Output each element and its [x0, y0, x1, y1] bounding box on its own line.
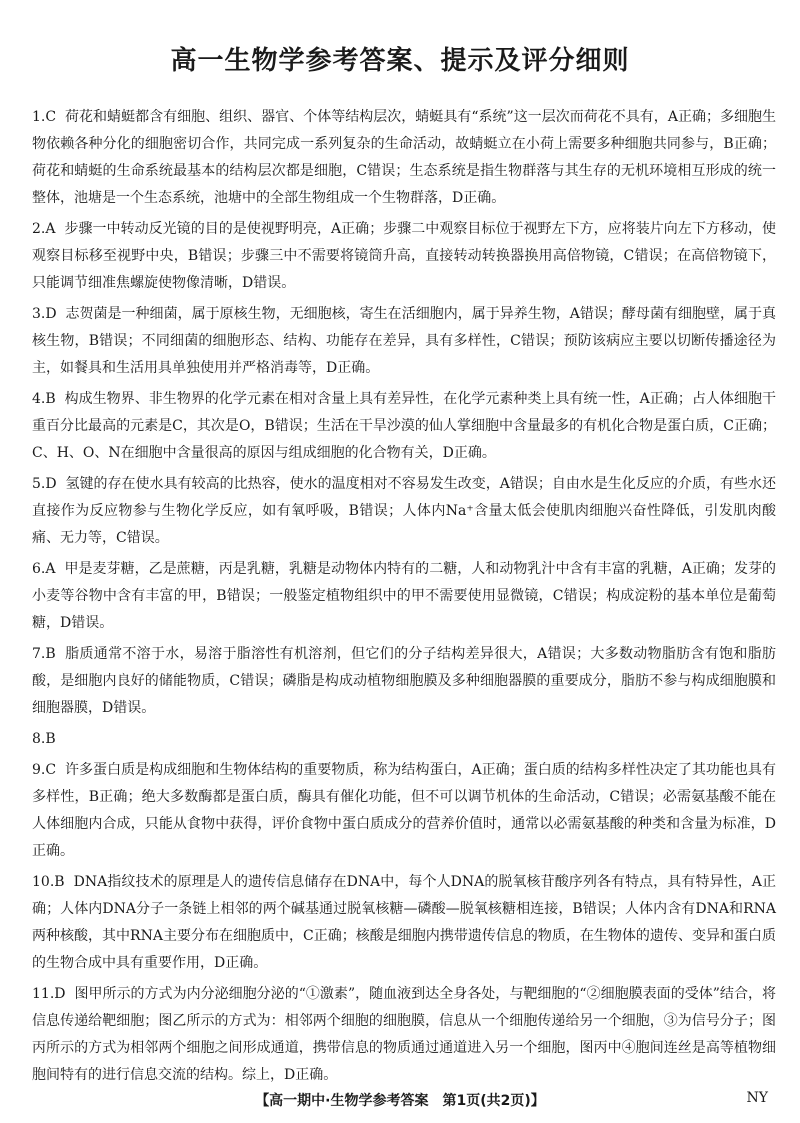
answer-item-5 — [32, 471, 776, 552]
answer-text: 步骤一中转动反光镜的目的是使视野明亮，A正确；步骤二中观察目标位于视野左下方，应将装片向左下方移动，使观察目标移至视野中央，B错误；步骤三中不需要将镜筒升高，直接转动转换器换用高倍物镜，C错误；在高倍物镜下，只能调节细准焦螺旋使物像清晰，D错误。 — [32, 221, 777, 291]
footer-code: NY — [746, 1090, 768, 1106]
page-title: 高一生物学参考答案、提示及评分细则 — [170, 46, 630, 76]
answer-number: 10.B — [32, 874, 65, 890]
answer-number: 2.A — [32, 221, 56, 237]
page-footer: 【高一期中·生物学参考答案 第1页(共2页)】 — [255, 1093, 545, 1109]
answer-item-9 — [32, 757, 776, 865]
answer-number: 6.A — [32, 561, 56, 577]
answer-text: 荷花和蜻蜓都含有细胞、组织、器官、个体等结构层次，蜻蜓具有“系统”这一层次而荷花不具有，A正确；多细胞生物依赖各种分化的细胞密切合作，共同完成一系列复杂的生命活动，故蜻蜓立在小荷上需要多种细胞共同参与，B正确；荷花和蜻蜓的生命系统最基本的结构层次都是细胞，C错误；生态系统是指生物群落与其生存的无机环境相互形成的统一整体，池塘是一个生态系统，池塘中的全部生物组成一个生物群落，D正确。 — [32, 109, 777, 206]
answer-text: 图甲所示的方式为内分泌细胞分泌的“①激素”，随血液到达全身各处，与靶细胞的“②细胞膜表面的受体”结合，将信息传递给靶细胞；图乙所示的方式为：相邻两个细胞的细胞膜，信息从一个细胞传递给另一个细胞，③为信号分子；图丙所示的方式为相邻两个细胞之间形成通道，携带信息的物质通过通道进入另一个细胞，图丙中④胞间连丝是高等植物细胞间特有的进行信息交流的结构。综上，D正确。 — [32, 986, 776, 1083]
answer-item-10 — [32, 869, 776, 977]
answer-item-4 — [32, 386, 776, 467]
answer-item-3 — [32, 301, 776, 382]
answer-text: 志贺菌是一种细菌，属于原核生物，无细胞核，寄生在活细胞内，属于异养生物，A错误；酵母菌有细胞壁，属于真核生物，B错误；不同细菌的细胞形态、结构、功能存在差异，具有多样性，C错误；预防该病应主要以切断传播途径为主，如餐具和生活用具单独使用并严格消毒等，D正确。 — [32, 306, 776, 376]
answer-number: 4.B — [32, 391, 56, 407]
answer-text: 构成生物界、非生物界的化学元素在相对含量上具有差异性，在化学元素种类上具有统一性，A正确；占人体细胞干重百分比最高的元素是C，其次是O，B错误；生活在干旱沙漠的仙人掌细胞中含量最多的有机化合物是蛋白质，C正确；C、H、O、N在细胞中含量很高的原因与组成细胞的化合物有关，D正确。 — [32, 391, 776, 461]
answer-text: 氢键的存在使水具有较高的比热容，使水的温度相对不容易发生改变，A错误；自由水是生化反应的介质，有些水还直接作为反应物参与生物化学反应，如有氧呼吸，B错误；人体内Na⁺含量太低会使肌肉细胞兴奋性降低，引发肌肉酸痛、无力等，C错误。 — [32, 476, 776, 546]
answer-item-8 — [32, 726, 776, 753]
answer-number: 8.B — [32, 731, 56, 747]
answer-number: 3.D — [32, 306, 57, 322]
answer-number: 1.C — [32, 109, 57, 125]
answer-list — [32, 104, 776, 1093]
answer-text: 脂质通常不溶于水，易溶于脂溶性有机溶剂，但它们的分子结构差异很大，A错误；大多数动物脂肪含有饱和脂肪酸，是细胞内良好的储能物质，C错误；磷脂是构成动植物细胞膜及多种细胞器膜的重要成分，脂肪不参与构成细胞膜和细胞器膜，D错误。 — [32, 646, 777, 716]
answer-number: 9.C — [32, 762, 57, 778]
answer-item-7 — [32, 641, 776, 722]
answer-text: DNA指纹技术的原理是人的遗传信息储存在DNA中，每个人DNA的脱氧核苷酸序列各有特点，具有特异性，A正确；人体内DNA分子一条链上相邻的两个碱基通过脱氧核糖—磷酸—脱氧核糖相连接，B错误；人体内含有DNA和RNA两种核酸，其中RNA主要分布在细胞质中，C正确；核酸是细胞内携带遗传信息的物质，在生物体的遗传、变异和蛋白质的生物合成中具有重要作用，D正确。 — [32, 874, 776, 971]
answer-item-6 — [32, 556, 776, 637]
answer-number: 5.D — [32, 476, 57, 492]
answer-item-2 — [32, 216, 776, 297]
answer-text: 许多蛋白质是构成细胞和生物体结构的重要物质，称为结构蛋白，A正确；蛋白质的结构多样性决定了其功能也具有多样性，B正确；绝大多数酶都是蛋白质，酶具有催化功能，但不可以调节机体的生命活动，C错误；必需氨基酸不能在人体细胞内合成，只能从食物中获得，评价食物中蛋白质成分的营养价值时，通常以必需氨基酸的种类和含量为标准，D正确。 — [32, 762, 776, 859]
answer-number: 11.D — [32, 986, 66, 1002]
answer-number: 7.B — [32, 646, 56, 662]
answer-item-11 — [32, 981, 776, 1089]
answer-text: 甲是麦芽糖，乙是蔗糖，丙是乳糖，乳糖是动物体内特有的二糖，人和动物乳汁中含有丰富的乳糖，A正确；发芽的小麦等谷物中含有丰富的甲，B错误；一般鉴定植物组织中的甲不需要使用显微镜，C错误；构成淀粉的基本单位是葡萄糖，D错误。 — [32, 561, 777, 631]
answer-item-1 — [32, 104, 776, 212]
